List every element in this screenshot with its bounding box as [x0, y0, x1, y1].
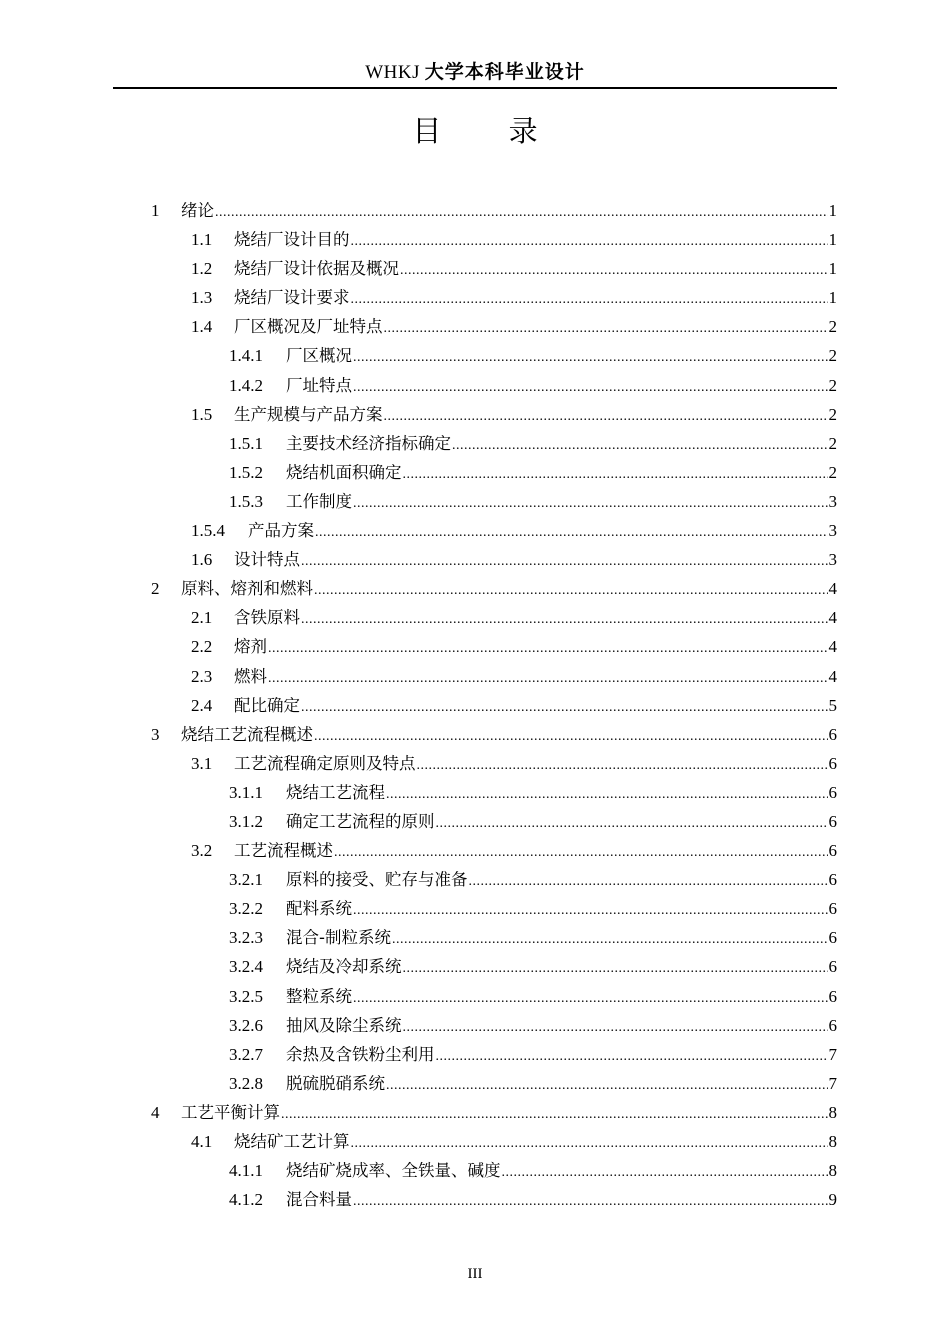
toc-entry-line — [286, 1156, 837, 1187]
toc-entry[interactable] — [0, 1127, 950, 1156]
toc-entry-label: 配料系统 — [286, 894, 352, 923]
toc-entry[interactable] — [0, 662, 950, 691]
toc-entry-number: 1.1 — [191, 230, 213, 250]
toc-dot-leader — [301, 605, 828, 634]
toc-entry-label: 脱硫脱硝系统 — [286, 1069, 385, 1098]
toc-entry[interactable] — [0, 225, 950, 254]
toc-entry-page: 3 — [828, 550, 837, 570]
toc-entry-label: 烧结及冷却系统 — [286, 952, 402, 981]
toc-entry[interactable] — [0, 720, 950, 749]
toc-entry-number: 1.5.2 — [229, 462, 263, 482]
toc-entry-label: 熔剂 — [234, 632, 267, 661]
toc-entry-line — [234, 225, 837, 256]
toc-entry-line — [181, 1098, 837, 1129]
toc-entry-page: 6 — [828, 957, 837, 977]
toc-entry-label: 混合-制粒系统 — [286, 923, 391, 952]
toc-entry-label: 含铁原料 — [234, 603, 300, 632]
toc-entry-number: 2.2 — [191, 637, 213, 657]
toc-entry-label: 工艺平衡计算 — [181, 1098, 280, 1127]
toc-entry-number: 3.1.2 — [229, 811, 263, 831]
toc-entry-page: 9 — [828, 1190, 837, 1210]
toc-entry[interactable] — [0, 807, 950, 836]
toc-entry-number: 3.2.3 — [229, 928, 263, 948]
toc-entry-label: 烧结厂设计依据及概况 — [234, 254, 399, 283]
toc-entry-line — [286, 371, 837, 402]
toc-dot-leader — [400, 256, 828, 285]
toc-entry-label: 确定工艺流程的原则 — [286, 807, 435, 836]
toc-entry[interactable] — [0, 865, 950, 894]
toc-entry-number: 3.2.1 — [229, 870, 263, 890]
toc-entry-label: 烧结工艺流程 — [286, 778, 385, 807]
header-thesis-label: 大学本科毕业设计 — [424, 61, 585, 83]
toc-entry-page: 6 — [828, 811, 837, 831]
toc-entry-page: 2 — [828, 375, 837, 395]
toc-entry-number: 2.4 — [191, 695, 213, 715]
toc-dot-leader — [384, 314, 828, 343]
toc-entry-label: 余热及含铁粉尘利用 — [286, 1040, 435, 1069]
toc-dot-leader — [351, 1129, 828, 1158]
toc-entry-line — [286, 807, 837, 838]
toc-entry-number: 1.5.1 — [229, 433, 263, 453]
toc-entry-label: 烧结厂设计目的 — [234, 225, 350, 254]
toc-entry[interactable] — [0, 691, 950, 720]
toc-entry-line — [234, 545, 837, 576]
toc-entry[interactable] — [0, 982, 950, 1011]
toc-entry[interactable] — [0, 429, 950, 458]
toc-dot-leader — [386, 780, 828, 809]
toc-entry-page: 1 — [828, 288, 837, 308]
toc-entry-label: 厂区概况 — [286, 341, 352, 370]
toc-entry-line — [234, 836, 837, 867]
toc-entry-page: 6 — [828, 986, 837, 1006]
toc-entry-number: 4.1.1 — [229, 1161, 263, 1181]
toc-entry-page: 6 — [828, 753, 837, 773]
toc-entry-page: 1 — [828, 259, 837, 279]
toc-entry-page: 2 — [828, 404, 837, 424]
toc-entry-line — [286, 1069, 837, 1100]
toc-entry-line — [234, 632, 837, 663]
toc-entry-line — [286, 429, 837, 460]
toc-entry-label: 产品方案 — [248, 516, 314, 545]
toc-entry-number: 3.1 — [191, 753, 213, 773]
toc-entry-line — [286, 952, 837, 983]
toc-entry-label: 混合料量 — [286, 1185, 352, 1214]
toc-dot-leader — [469, 867, 828, 896]
toc-dot-leader — [268, 664, 828, 693]
toc-dot-leader — [353, 489, 828, 518]
toc-dot-leader — [403, 460, 828, 489]
toc-dot-leader — [353, 896, 828, 925]
toc-entry[interactable] — [0, 778, 950, 807]
toc-entry-label: 厂址特点 — [286, 371, 352, 400]
toc-entry-number: 3.2 — [191, 841, 213, 861]
toc-dot-leader — [268, 634, 828, 663]
toc-entry[interactable] — [0, 283, 950, 312]
toc-entry-number: 1.2 — [191, 259, 213, 279]
toc-entry-label: 烧结机面积确定 — [286, 458, 402, 487]
toc-entry-line — [286, 1040, 837, 1071]
toc-entry-page: 7 — [828, 1073, 837, 1093]
toc-entry[interactable] — [0, 312, 950, 341]
page-header — [113, 58, 837, 89]
toc-entry-label: 工艺流程确定原则及特点 — [234, 749, 416, 778]
toc-entry-label: 生产规模与产品方案 — [234, 400, 383, 429]
toc-entry-label: 设计特点 — [234, 545, 300, 574]
toc-entry-number: 3.2.6 — [229, 1015, 263, 1035]
toc-entry-page: 8 — [828, 1102, 837, 1122]
toc-entry[interactable] — [0, 196, 950, 225]
toc-entry-line — [181, 196, 837, 227]
toc-dot-leader — [417, 751, 828, 780]
toc-entry-page: 5 — [828, 695, 837, 715]
toc-dot-leader — [353, 1187, 828, 1216]
toc-entry[interactable] — [0, 487, 950, 516]
toc-entry[interactable] — [0, 254, 950, 283]
toc-entry-number: 3.2.7 — [229, 1044, 263, 1064]
toc-entry-line — [286, 982, 837, 1013]
toc-entry-number: 4 — [151, 1102, 160, 1122]
toc-entry-label: 厂区概况及厂址特点 — [234, 312, 383, 341]
toc-entry-page: 4 — [828, 637, 837, 657]
toc-entry[interactable] — [0, 1040, 950, 1069]
toc-entry-line — [286, 341, 837, 372]
table-of-contents — [0, 196, 950, 1214]
toc-entry-page: 6 — [828, 1015, 837, 1035]
toc-title: 目 录 — [412, 116, 568, 148]
toc-entry-line — [286, 458, 837, 489]
header-school-code: WHKJ — [365, 62, 420, 83]
toc-entry-number: 1.5.3 — [229, 491, 263, 511]
toc-entry-line — [234, 749, 837, 780]
toc-entry-line — [286, 487, 837, 518]
toc-entry-number: 3.1.1 — [229, 782, 263, 802]
toc-entry-line — [286, 894, 837, 925]
toc-entry-label: 主要技术经济指标确定 — [286, 429, 451, 458]
toc-dot-leader — [334, 838, 828, 867]
toc-entry-page: 3 — [828, 491, 837, 511]
toc-dot-leader — [315, 518, 828, 547]
toc-entry-number: 3.2.4 — [229, 957, 263, 977]
toc-entry-page: 4 — [828, 608, 837, 628]
toc-entry-page: 6 — [828, 928, 837, 948]
toc-entry-number: 2.1 — [191, 608, 213, 628]
toc-entry-number: 4.1.2 — [229, 1190, 263, 1210]
toc-entry-line — [286, 865, 837, 896]
toc-entry-label: 烧结矿工艺计算 — [234, 1127, 350, 1156]
toc-entry-page: 7 — [828, 1044, 837, 1064]
toc-entry[interactable] — [0, 400, 950, 429]
toc-dot-leader — [215, 198, 828, 227]
toc-dot-leader — [502, 1158, 828, 1187]
toc-entry-label: 配比确定 — [234, 691, 300, 720]
toc-entry-label: 烧结厂设计要求 — [234, 283, 350, 312]
toc-entry-page: 6 — [828, 841, 837, 861]
toc-entry[interactable] — [0, 952, 950, 981]
toc-entry[interactable] — [0, 1156, 950, 1185]
toc-entry-page: 6 — [828, 724, 837, 744]
toc-entry[interactable] — [0, 923, 950, 952]
toc-entry[interactable] — [0, 603, 950, 632]
toc-entry-label: 原料、熔剂和燃料 — [181, 574, 313, 603]
toc-dot-leader — [403, 1013, 828, 1042]
toc-entry-label: 燃料 — [234, 662, 267, 691]
toc-entry-number: 1.5.4 — [191, 521, 225, 541]
toc-entry-label: 工艺流程概述 — [234, 836, 333, 865]
toc-entry-page: 1 — [828, 201, 837, 220]
toc-entry[interactable] — [0, 1069, 950, 1098]
toc-dot-leader — [301, 547, 828, 576]
toc-entry-page: 2 — [828, 433, 837, 453]
toc-entry-number: 2 — [151, 579, 160, 599]
toc-entry-number: 3.2.2 — [229, 899, 263, 919]
toc-entry-page: 1 — [828, 230, 837, 250]
toc-entry[interactable] — [0, 632, 950, 661]
toc-entry-number: 1.3 — [191, 288, 213, 308]
toc-entry-page: 6 — [828, 782, 837, 802]
toc-dot-leader — [301, 693, 828, 722]
toc-entry-page: 6 — [828, 870, 837, 890]
toc-entry-number: 1.4.2 — [229, 375, 263, 395]
toc-dot-leader — [351, 227, 828, 256]
toc-entry-page: 2 — [828, 462, 837, 482]
toc-entry-number: 1 — [151, 201, 160, 220]
toc-entry-line — [234, 400, 837, 431]
toc-entry[interactable] — [0, 545, 950, 574]
toc-entry-line — [286, 778, 837, 809]
toc-entry-line — [234, 691, 837, 722]
toc-entry-number: 4.1 — [191, 1132, 213, 1151]
toc-dot-leader — [351, 285, 828, 314]
toc-entry[interactable] — [0, 1185, 950, 1214]
toc-entry-line — [234, 254, 837, 285]
toc-entry-page: 8 — [828, 1161, 837, 1181]
toc-dot-leader — [314, 576, 828, 605]
toc-dot-leader — [386, 1071, 828, 1100]
toc-dot-leader — [353, 984, 828, 1013]
toc-dot-leader — [353, 343, 828, 372]
toc-entry-number: 3 — [151, 724, 160, 744]
toc-entry-page: 8 — [828, 1132, 837, 1151]
toc-dot-leader — [384, 402, 828, 431]
toc-entry-number: 1.4 — [191, 317, 213, 337]
toc-entry-label: 烧结工艺流程概述 — [181, 720, 313, 749]
toc-entry-number: 1.5 — [191, 404, 213, 424]
toc-entry-line — [234, 1127, 837, 1158]
toc-entry[interactable] — [0, 1011, 950, 1040]
toc-entry[interactable] — [0, 1098, 950, 1127]
toc-entry[interactable] — [0, 516, 950, 545]
page-number: III — [467, 1266, 483, 1282]
toc-entry-label: 烧结矿烧成率、全铁量、碱度 — [286, 1156, 501, 1185]
toc-dot-leader — [281, 1100, 828, 1129]
toc-entry-line — [181, 720, 837, 751]
toc-entry[interactable] — [0, 371, 950, 400]
toc-entry-number: 2.3 — [191, 666, 213, 686]
toc-entry-page: 2 — [828, 317, 837, 337]
toc-entry-page: 6 — [828, 899, 837, 919]
toc-entry-label: 绪论 — [181, 196, 214, 225]
toc-entry-number: 1.4.1 — [229, 346, 263, 366]
toc-dot-leader — [314, 722, 828, 751]
toc-entry-line — [286, 1185, 837, 1216]
toc-entry-line — [286, 1011, 837, 1042]
toc-dot-leader — [436, 809, 828, 838]
toc-entry-line — [248, 516, 837, 547]
toc-entry-line — [234, 312, 837, 343]
toc-entry-page: 3 — [828, 521, 837, 541]
toc-entry-line — [234, 283, 837, 314]
toc-entry-number: 1.6 — [191, 550, 213, 570]
toc-entry[interactable] — [0, 458, 950, 487]
toc-entry-page: 4 — [828, 666, 837, 686]
toc-entry-line — [234, 603, 837, 634]
toc-entry[interactable] — [0, 894, 950, 923]
toc-dot-leader — [436, 1042, 828, 1071]
toc-dot-leader — [392, 925, 828, 954]
toc-entry-number: 3.2.5 — [229, 986, 263, 1006]
toc-entry[interactable] — [0, 341, 950, 370]
toc-entry-line — [286, 923, 837, 954]
toc-dot-leader — [353, 373, 828, 402]
toc-entry-label: 工作制度 — [286, 487, 352, 516]
toc-entry[interactable] — [0, 836, 950, 865]
toc-entry-label: 原料的接受、贮存与准备 — [286, 865, 468, 894]
toc-dot-leader — [403, 954, 828, 983]
toc-entry[interactable] — [0, 749, 950, 778]
toc-entry-line — [181, 574, 837, 605]
toc-entry-page: 4 — [828, 579, 837, 599]
toc-entry-label: 抽风及除尘系统 — [286, 1011, 402, 1040]
toc-dot-leader — [452, 431, 828, 460]
toc-entry-line — [234, 662, 837, 693]
toc-entry-label: 整粒系统 — [286, 982, 352, 1011]
toc-entry[interactable] — [0, 574, 950, 603]
toc-entry-number: 3.2.8 — [229, 1073, 263, 1093]
toc-entry-page: 2 — [828, 346, 837, 366]
